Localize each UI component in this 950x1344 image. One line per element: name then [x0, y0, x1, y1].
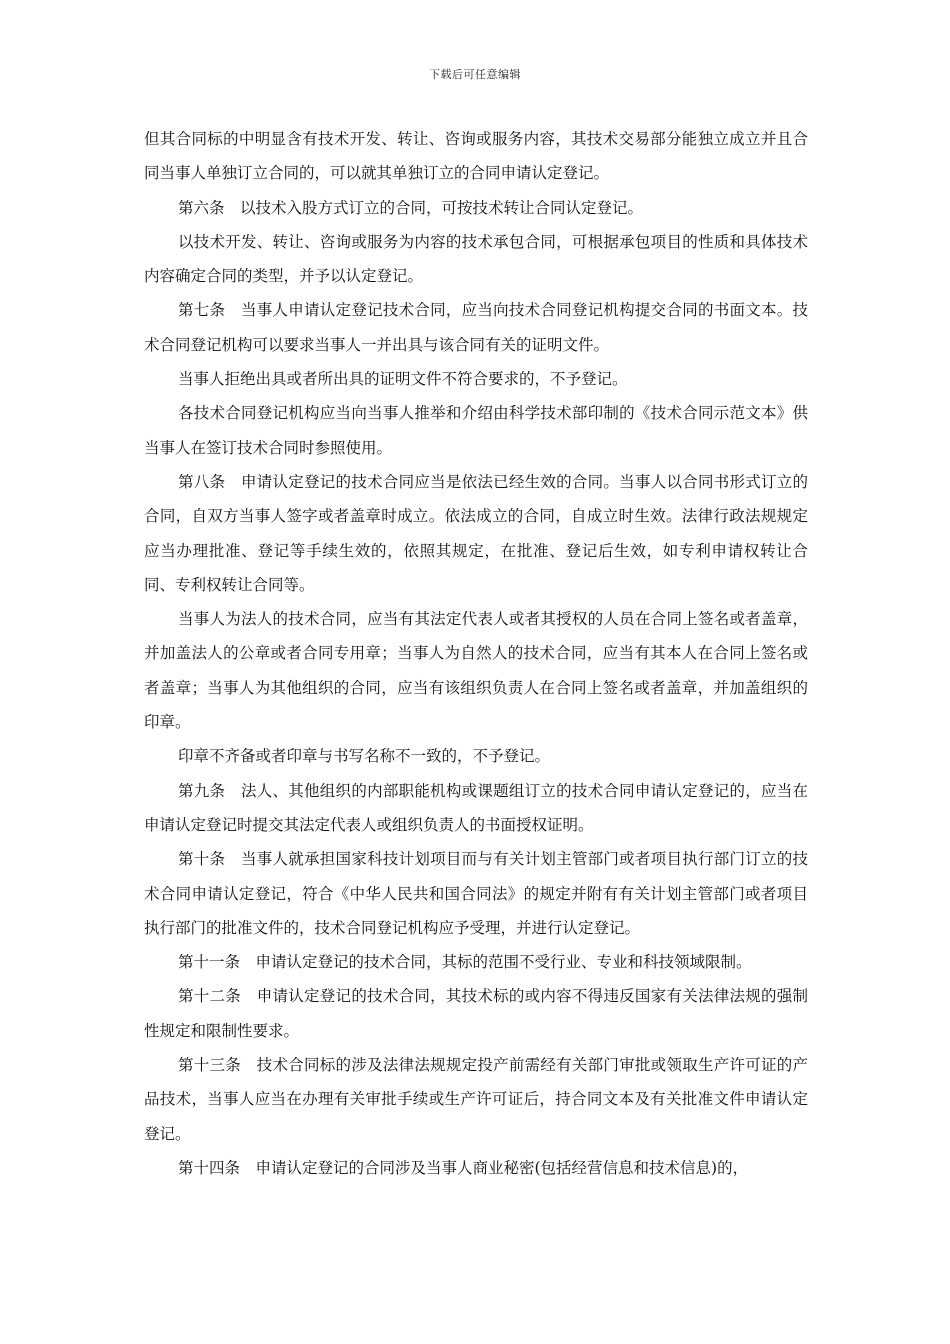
article-12: 第十二条 申请认定登记的技术合同，其技术标的或内容不得违反国家有关法律法规的强制性规定和限制性要求。: [144, 987, 808, 1040]
paragraph: 以技术开发、转让、咨询或服务为内容的技术承包合同，可根据承包项目的性质和具体技术内容确定合同的类型，并予以认定登记。: [144, 232, 808, 286]
paragraph: 当事人拒绝出具或者所出具的证明文件不符合要求的，不予登记。: [178, 370, 628, 389]
article-6: 第六条 以技术入股方式订立的合同，可按技术转让合同认定登记。: [178, 198, 644, 217]
page-header: 下载后可任意编辑: [429, 68, 521, 81]
paragraph: 各技术合同登记机构应当向当事人推举和介绍由科学技术部印制的《技术合同示范文本》供当事人在签订技术合同时参照使用。: [144, 404, 808, 457]
paragraph: 当事人为法人的技术合同，应当有其法定代表人或者其授权的人员在合同上签名或者盖章，并加盖法人的公章或者合同专用章；当事人为自然人的技术合同，应当有其本人在合同上签名或者盖章；当事人为其他组织的合同，应当有该组织负责人在合同上签名或者盖章，并加盖组织的印章。: [144, 610, 808, 732]
article-13: 第十三条 技术合同标的涉及法律法规规定投产前需经有关部门审批或领取生产许可证的产品技术，当事人应当在办理有关审批手续或生产许可证后，持合同文本及有关批准文件申请认定登记。: [144, 1056, 808, 1143]
article-14: 第十四条 申请认定登记的合同涉及当事人商业秘密(包括经营信息和技术信息)的，: [178, 1158, 749, 1177]
article-10: 第十条 当事人就承担国家科技计划项目而与有关计划主管部门或者项目执行部门订立的技术合同申请认定登记，符合《中华人民共和国合同法》的规定并附有有关计划主管部门或者项目执行部门的批准文件的，技术合同登记机构应予受理，并进行认定登记。: [144, 850, 808, 937]
paragraph: 但其合同标的中明显含有技术开发、转让、咨询或服务内容，其技术交易部分能独立成立并且合同当事人单独订立合同的，可以就其单独订立的合同申请认定登记。: [144, 130, 808, 183]
paragraph: 印章不齐备或者印章与书写名称不一致的，不予登记。: [178, 747, 551, 766]
article-9: 第九条 法人、其他组织的内部职能机构或课题组订立的技术合同申请认定登记的，应当在申请认定登记时提交其法定代表人或组织负责人的书面授权证明。: [144, 781, 808, 834]
article-11: 第十一条 申请认定登记的技术合同，其标的范围不受行业、专业和科技领域限制。: [178, 953, 752, 972]
article-8: 第八条 申请认定登记的技术合同应当是依法已经生效的合同。当事人以合同书形式订立的合同，自双方当事人签字或者盖章时成立。依法成立的合同，自成立时生效。法律行政法规规定应当办理批准、登记等手续生效的，依照其规定，在批准、登记后生效，如专利申请权转让合同、专利权转让合同等。: [144, 472, 808, 594]
article-7: 第七条 当事人申请认定登记技术合同，应当向技术合同登记机构提交合同的书面文本。技术合同登记机构可以要求当事人一并出具与该合同有关的证明文件。: [144, 301, 808, 354]
document-body: [144, 122, 808, 1185]
